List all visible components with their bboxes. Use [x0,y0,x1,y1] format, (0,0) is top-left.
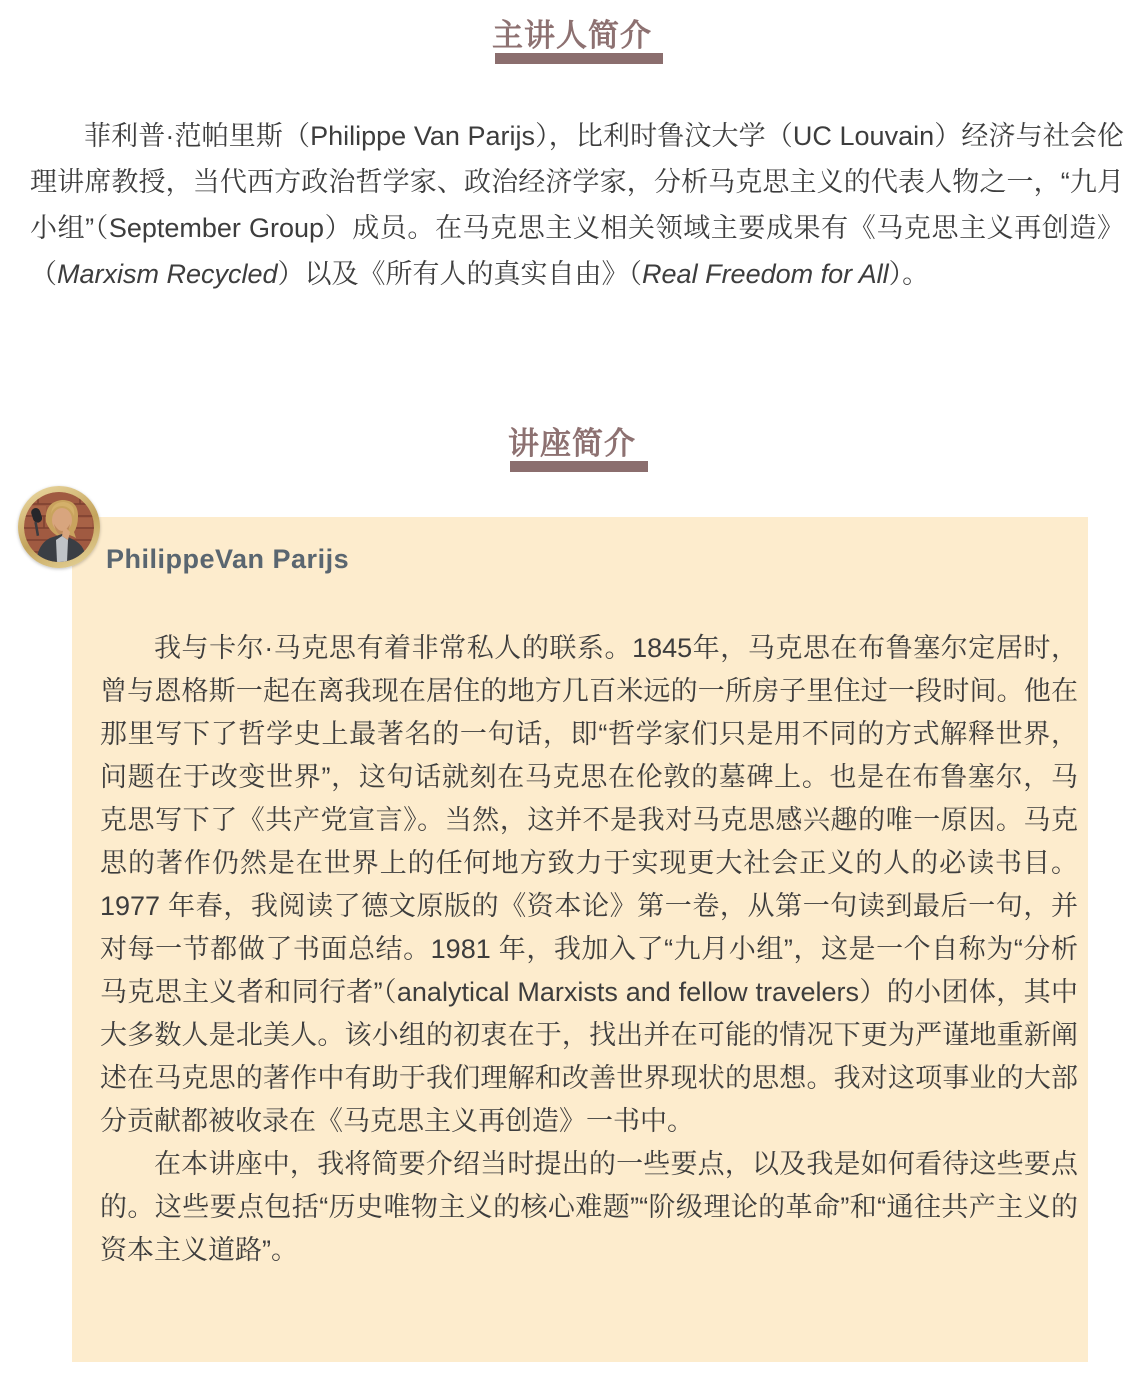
speaker-avatar [18,486,100,568]
speaker-name: PhilippeVan Parijs [106,544,350,574]
section-title-speaker-intro: 主讲人简介 [492,18,652,53]
title-underline-bar [495,53,663,64]
lecture-bio-text [100,627,1078,1272]
speaker-photo-icon [24,492,94,562]
lecture-summary-panel [72,517,1088,1362]
intro-text-segment: ）。 [888,259,930,289]
intro-text-segment: 菲利普·范帕里斯（Philippe Van Parijs），比利时鲁汶大学（UC Louvain）经济与社会伦理讲席教授，当代西方政治哲学家、政治经济学家，分析马克思主义的代表人物之一，“九月小组”（September Group）成员。在马克思主义相关领域主要成果有《马克思主义再创造》（ [30,121,1124,289]
intro-text-segment: ）以及《所有人的真实自由》（ [277,259,643,289]
book-title-marxism-recycled: Marxism Recycled [57,259,278,289]
bio-paragraph: 在本讲座中，我将简要介绍当时提出的一些要点，以及我是如何看待这些要点的。这些要点包括“历史唯物主义的核心难题”“阶级理论的革命”和“通往共产主义的资本主义道路”。 [100,1149,1078,1265]
bio-paragraph: 我与卡尔·马克思有着非常私人的联系。1845年，马克思在布鲁塞尔定居时，曾与恩格斯一起在离我现在居住的地方几百米远的一所房子里住过一段时间。他在那里写下了哲学史上最著名的一句话，即“哲学家们只是用不同的方式解释世界，问题在于改变世界”，这句话就刻在马克思在伦敦的墓碑上。也是在布鲁塞尔，马克思写下了《共产党宣言》。当然，这并不是我对马克思感兴趣的唯一原因。马克思的著作仍然是在世界上的任何地方致力于实现更大社会正义的人的必读书目。1977 年春，我阅读了德文原版的《资本论》第一卷，从第一句读到最后一句，并对每一节都做了书面总结。1981 年，我加入了“九月小组”，这是一个自称为“分析马克思主义者和同行者”（analytical Marxists and fellow travelers）的小团体，其中大多数人是北美人。该小组的初衷在于，找出并在可能的情况下更为严谨地重新阐述在马克思的著作中有助于我们理解和改善世界现状的思想。我对这项事业的大部分贡献都被收录在《马克思主义再创造》一书中。 [100,633,1078,1136]
title-underline-bar [510,461,648,472]
section-title-lecture-intro: 讲座简介 [508,426,636,461]
speaker-intro-paragraph [30,113,1124,297]
book-title-real-freedom-for-all: Real Freedom for All [642,259,889,289]
